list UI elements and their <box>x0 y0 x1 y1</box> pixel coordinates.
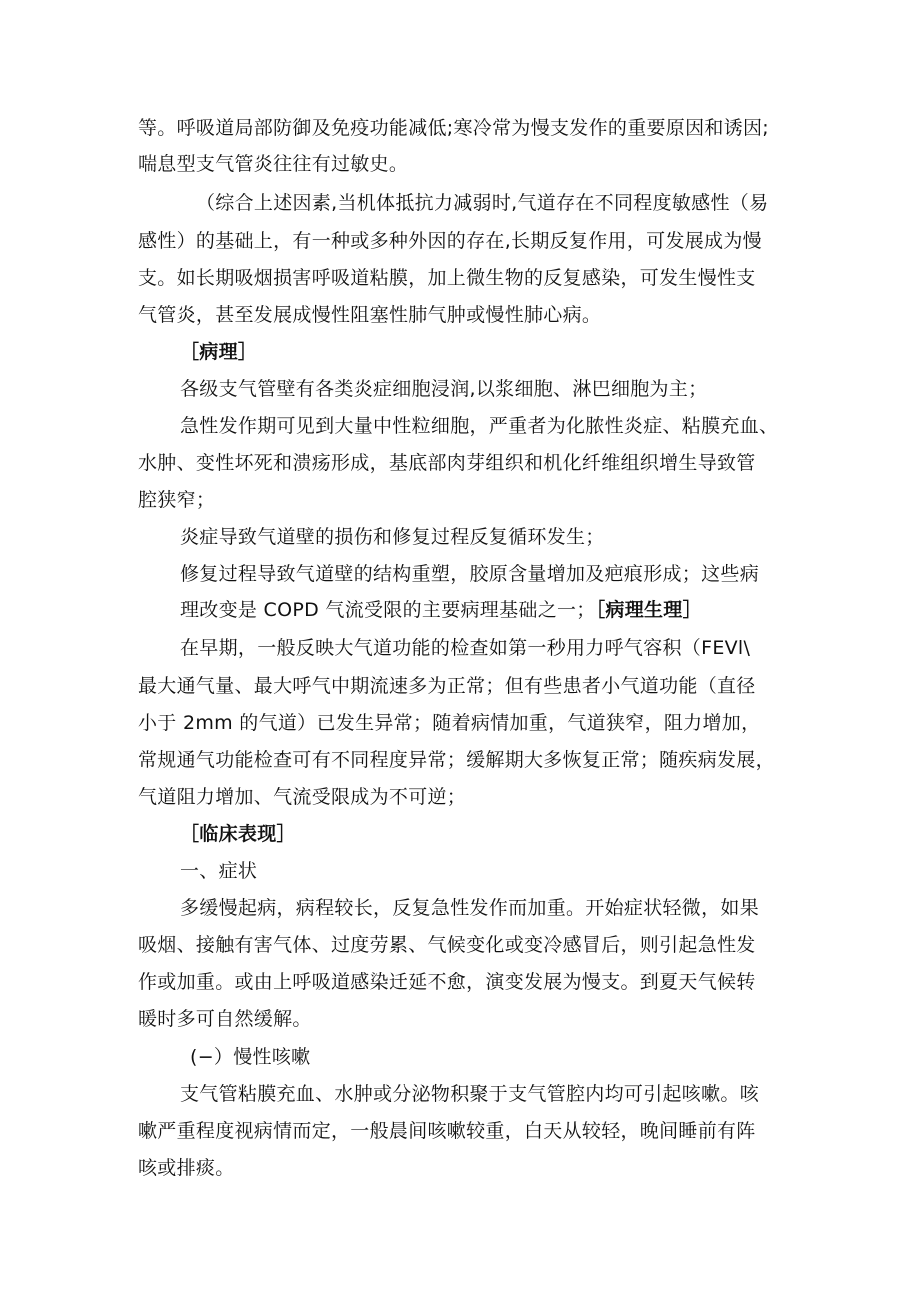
paragraph-line: 气道阻力增加、气流受限成为不可逆； <box>138 786 467 808</box>
paragraph-line: 等。呼吸道局部防御及免疫功能减低;寒冷常为慢支发作的重要原因和诱因; <box>138 117 770 139</box>
subheading-chronic-cough: (−）慢性咳嗽 <box>190 1046 311 1068</box>
paragraph-line: 水肿、变性坏死和溃疡形成，基底部肉芽组织和机化纤维组织增生导致管 <box>138 452 756 474</box>
paragraph-line: 暖时多可自然缓解。 <box>138 1008 312 1030</box>
section-heading-pathology: ［病理］ <box>180 341 258 363</box>
paragraph-line <box>180 598 702 622</box>
paragraph-line: 咳或排痰。 <box>138 1157 235 1179</box>
paragraph-line: 嗽严重程度视病情而定，一般晨间咳嗽较重，白天从较轻，晚间睡前有阵 <box>138 1120 756 1142</box>
paragraph-text: 理改变是 COPD 气流受限的主要病理基础之一； <box>180 599 596 621</box>
paragraph-line: 小于 2mm 的气道）已发生异常；随着病情加重，气道狭窄，阻力增加， <box>138 712 761 734</box>
paragraph-line: 各级支气管壁有各类炎症细胞浸润,以浆细胞、淋巴细胞为主； <box>180 378 708 400</box>
section-heading-pathophysiology: ［病理生理］ <box>595 599 702 621</box>
paragraph-line: 吸烟、接触有害气体、过度劳累、气候变化或变冷感冒后，则引起急性发 <box>138 934 756 956</box>
subheading-symptoms: 一、症状 <box>180 860 258 882</box>
paragraph-line: 常规通气功能检查可有不同程度异常；缓解期大多恢复正常；随疾病发展， <box>138 749 775 771</box>
paragraph-line: 修复过程导致气道壁的结构重塑，胶原含量增加及疤痕形成；这些病 <box>180 563 760 585</box>
paragraph-line: 支。如长期吸烟损害呼吸道粘膜，加上微生物的反复感染，可发生慢性支 <box>138 267 756 289</box>
paragraph-line: （综合上述因素,当机体抵抗力减弱时,气道存在不同程度敏感性（易 <box>196 192 769 214</box>
paragraph-line: 感性）的基础上，有一种或多种外因的存在,长期反复作用，可发展成为慢 <box>138 230 762 252</box>
paragraph-line: 作或加重。或由上呼吸道感染迁延不愈，演变发展为慢支。到夏天气候转 <box>138 971 756 993</box>
paragraph-line: 炎症导致气道壁的损伤和修复过程反复循环发生； <box>180 526 605 548</box>
paragraph-line: 在早期，一般反映大气道功能的检查如第一秒用力呼气容积（FEVl\ <box>180 637 751 659</box>
paragraph-line: 支气管粘膜充血、水肿或分泌物积聚于支气管腔内均可引起咳嗽。咳 <box>180 1083 760 1105</box>
paragraph-line: 腔狭窄； <box>138 489 216 511</box>
section-heading-clinical: ［临床表现］ <box>180 823 296 845</box>
paragraph-line: 气管炎，甚至发展成慢性阻塞性肺气肿或慢性肺心病。 <box>138 304 602 326</box>
paragraph-line: 急性发作期可见到大量中性粒细胞，严重者为化脓性炎症、粘膜充血、 <box>180 415 779 437</box>
paragraph-line: 最大通气量、最大呼气中期流速多为正常；但有些患者小气道功能（直径 <box>138 675 756 697</box>
paragraph-line: 多缓慢起病，病程较长，反复急性发作而加重。开始症状轻微，如果 <box>180 897 760 919</box>
paragraph-line: 喘息型支气管炎往往有过敏史。 <box>138 153 409 175</box>
